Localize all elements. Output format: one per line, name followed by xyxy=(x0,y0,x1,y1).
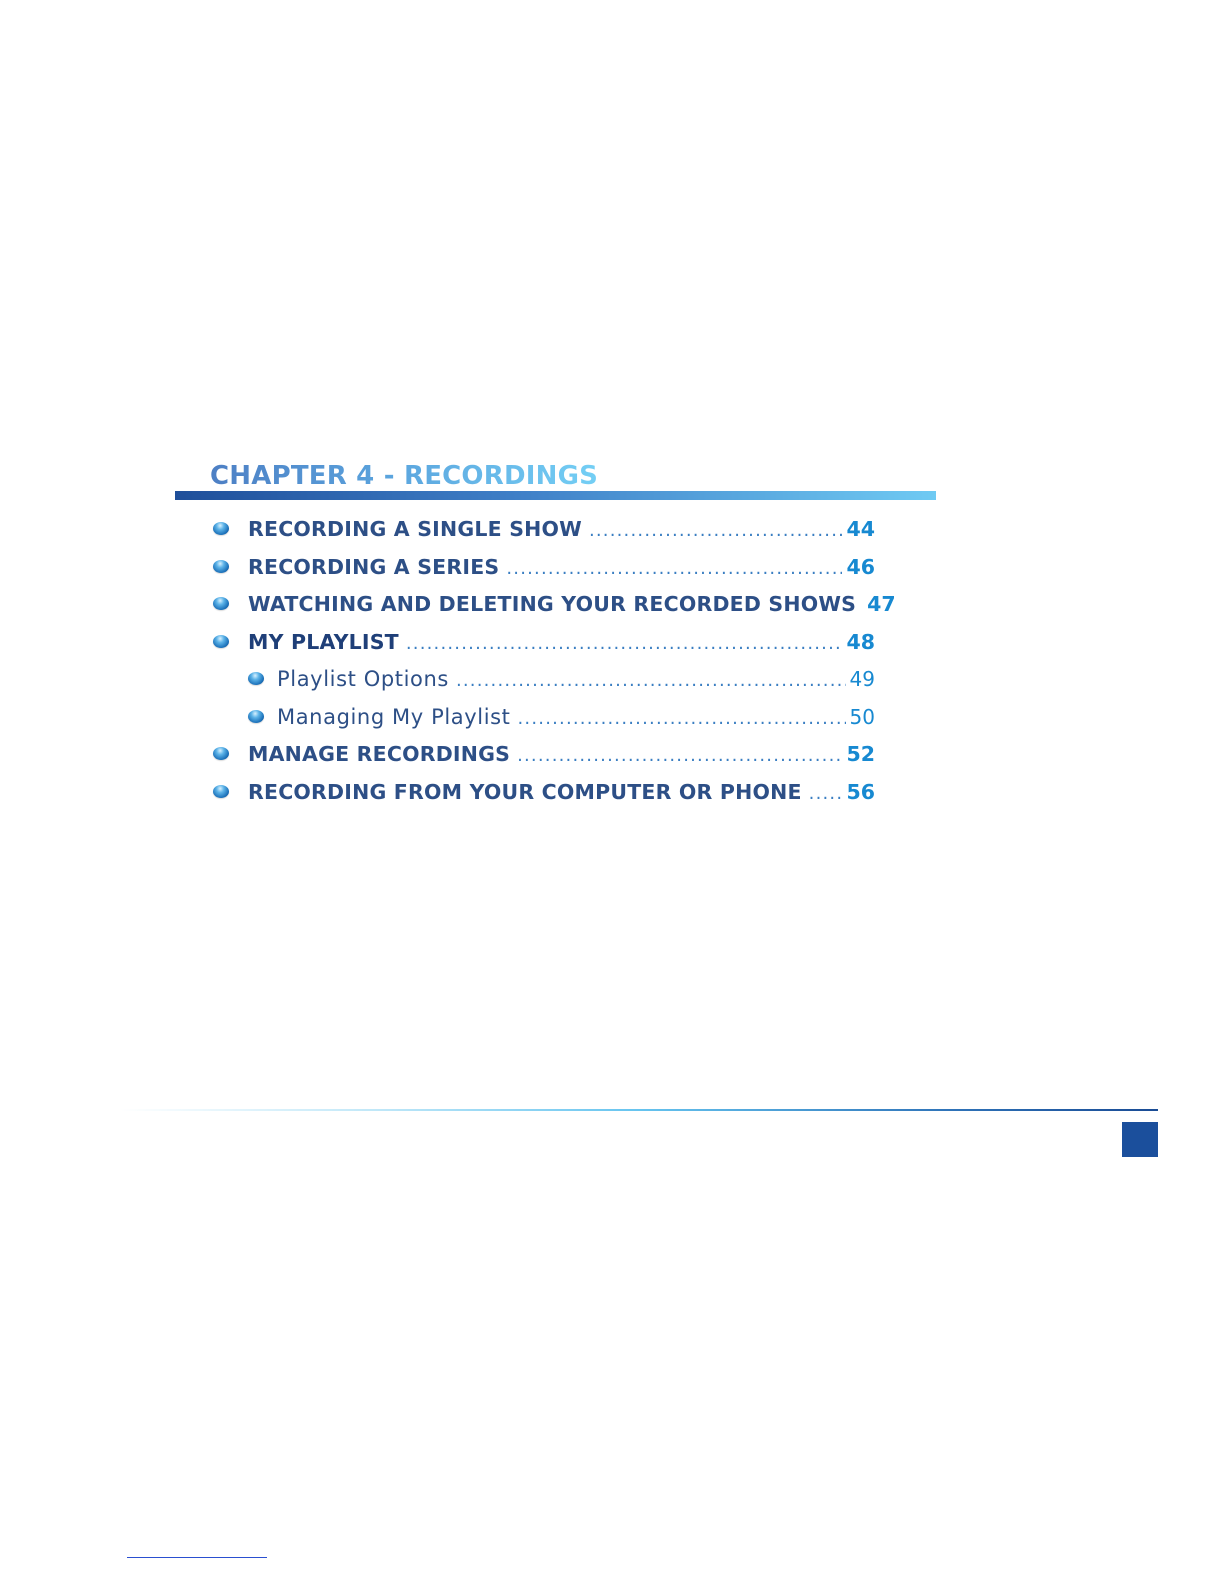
chapter-title: CHAPTER 4 - RECORDINGS xyxy=(210,461,599,491)
page-number-box xyxy=(1122,1122,1158,1157)
toc-dot-leader xyxy=(518,704,846,734)
toc-entry-label: RECORDING A SINGLE SHOW xyxy=(248,517,582,541)
toc-entry[interactable] xyxy=(0,627,1225,657)
bullet-icon xyxy=(213,635,229,648)
toc-entry-label: MY PLAYLIST xyxy=(248,629,399,654)
toc-page-number: 44 xyxy=(846,517,875,541)
toc-dot-leader xyxy=(506,554,842,584)
toc-page-number: 47 xyxy=(867,592,896,616)
toc-page-number: 50 xyxy=(849,704,875,729)
toc-entry[interactable] xyxy=(0,552,1225,582)
toc-page-number: 48 xyxy=(846,629,875,654)
bottom-underline xyxy=(127,1557,267,1558)
toc-page-number: 49 xyxy=(849,667,875,691)
toc-entry-label: RECORDING FROM YOUR COMPUTER OR PHONE xyxy=(248,779,802,804)
toc-entry[interactable] xyxy=(0,739,1225,769)
toc-dot-leader xyxy=(809,779,843,809)
toc-subentry[interactable] xyxy=(0,664,1225,694)
bullet-icon xyxy=(248,710,264,723)
bullet-icon xyxy=(213,522,229,535)
toc-dot-leader xyxy=(517,741,842,771)
toc-entry-label: MANAGE RECORDINGS xyxy=(248,742,511,766)
toc-entry-label: Managing My Playlist xyxy=(277,704,511,729)
toc-entry-label: WATCHING AND DELETING YOUR RECORDED SHOWS xyxy=(248,592,857,616)
toc-entry[interactable] xyxy=(0,777,1225,807)
bullet-icon xyxy=(248,672,264,685)
toc-dot-leader xyxy=(456,666,846,696)
bullet-icon xyxy=(213,597,229,610)
bullet-icon xyxy=(213,747,229,760)
toc-entry-label: Playlist Options xyxy=(277,667,449,691)
toc-entry[interactable] xyxy=(0,514,1225,544)
toc-page-number: 52 xyxy=(846,742,875,766)
chapter-title-rule xyxy=(175,491,936,500)
toc-entry[interactable] xyxy=(0,589,1225,619)
toc-page-number: 56 xyxy=(846,779,875,804)
toc-dot-leader xyxy=(406,629,843,659)
footer-rule xyxy=(120,1109,1158,1111)
toc-dot-leader xyxy=(589,516,843,546)
bullet-icon xyxy=(213,560,229,573)
toc-entry-label: RECORDING A SERIES xyxy=(248,554,500,579)
bullet-icon xyxy=(213,785,229,798)
toc-page-number: 46 xyxy=(846,554,875,579)
toc-subentry[interactable] xyxy=(0,702,1225,732)
